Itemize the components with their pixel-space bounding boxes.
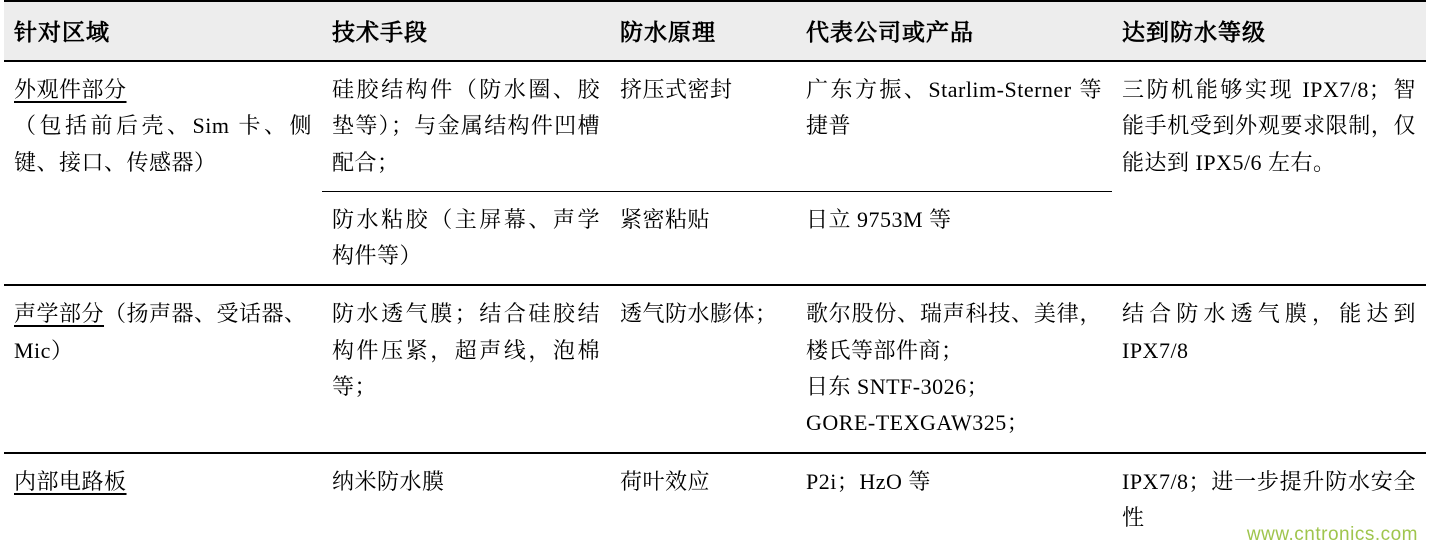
cell-company-exterior: 广东方振、Starlim-Sterner 等捷普: [796, 61, 1112, 191]
cell-company-acoustic: [796, 285, 1112, 452]
area-title: 声学部分: [14, 301, 105, 327]
watermark-text: www.cntronics.com: [1246, 524, 1418, 545]
company-line-2: 日东 SNTF-3026；: [806, 374, 990, 400]
area-title: 外观件部分: [14, 77, 127, 102]
cell-method-exterior-sub: 防水粘胶（主屏幕、声学构件等）: [322, 191, 610, 285]
cell-area-exterior: [4, 61, 322, 285]
waterproof-technology-table: [4, 0, 1426, 546]
cell-principle-pcb: 荷叶效应: [610, 453, 796, 547]
company-line-3: GORE-TEXGAW325；: [806, 410, 1030, 436]
table-row: [4, 285, 1426, 452]
cell-area-pcb: [4, 453, 322, 547]
cell-principle-exterior-sub: 紧密粘贴: [610, 191, 796, 285]
cell-grade-pcb: IPX7/8；进一步提升防水安全性: [1112, 453, 1426, 547]
cell-method-pcb: 纳米防水膜: [322, 453, 610, 547]
cell-grade-exterior: 三防机能够实现 IPX7/8；智能手机受到外观要求限制，仅能达到 IPX5/6 左右。: [1112, 61, 1426, 285]
company-line-1: 歌尔股份、瑞声科技、美律，楼氏等部件商；: [806, 301, 1102, 363]
column-header-method: 技术手段: [322, 1, 610, 61]
area-title: 内部电路板: [14, 468, 127, 494]
table-row: [4, 453, 1426, 547]
cell-method-acoustic: 防水透气膜；结合硅胶结构件压紧，超声线，泡棉等；: [322, 285, 610, 452]
cell-principle-acoustic: 透气防水膨体；: [610, 285, 796, 452]
cell-grade-acoustic: 结合防水透气膜，能达到 IPX7/8: [1112, 285, 1426, 452]
cell-principle-exterior: 挤压式密封: [610, 61, 796, 191]
area-detail: （扬声器、受话器、Mic）: [14, 301, 307, 363]
cell-area-acoustic: [4, 285, 322, 452]
table-row: [4, 61, 1426, 191]
column-header-company: 代表公司或产品: [796, 1, 1112, 61]
column-header-principle: 防水原理: [610, 1, 796, 61]
table-header-row: [4, 1, 1426, 61]
cell-method-exterior: 硅胶结构件（防水圈、胶垫等）；与金属结构件凹槽配合；: [322, 61, 610, 191]
area-detail: （包括前后壳、Sim 卡、侧键、接口、传感器）: [14, 113, 312, 175]
column-header-grade: 达到防水等级: [1112, 1, 1426, 61]
cell-company-pcb: P2i；HzO 等: [796, 453, 1112, 547]
column-header-area: 针对区域: [4, 1, 322, 61]
table-body: [4, 61, 1426, 546]
cell-company-exterior-sub: 日立 9753M 等: [796, 191, 1112, 285]
table-header: [4, 1, 1426, 61]
